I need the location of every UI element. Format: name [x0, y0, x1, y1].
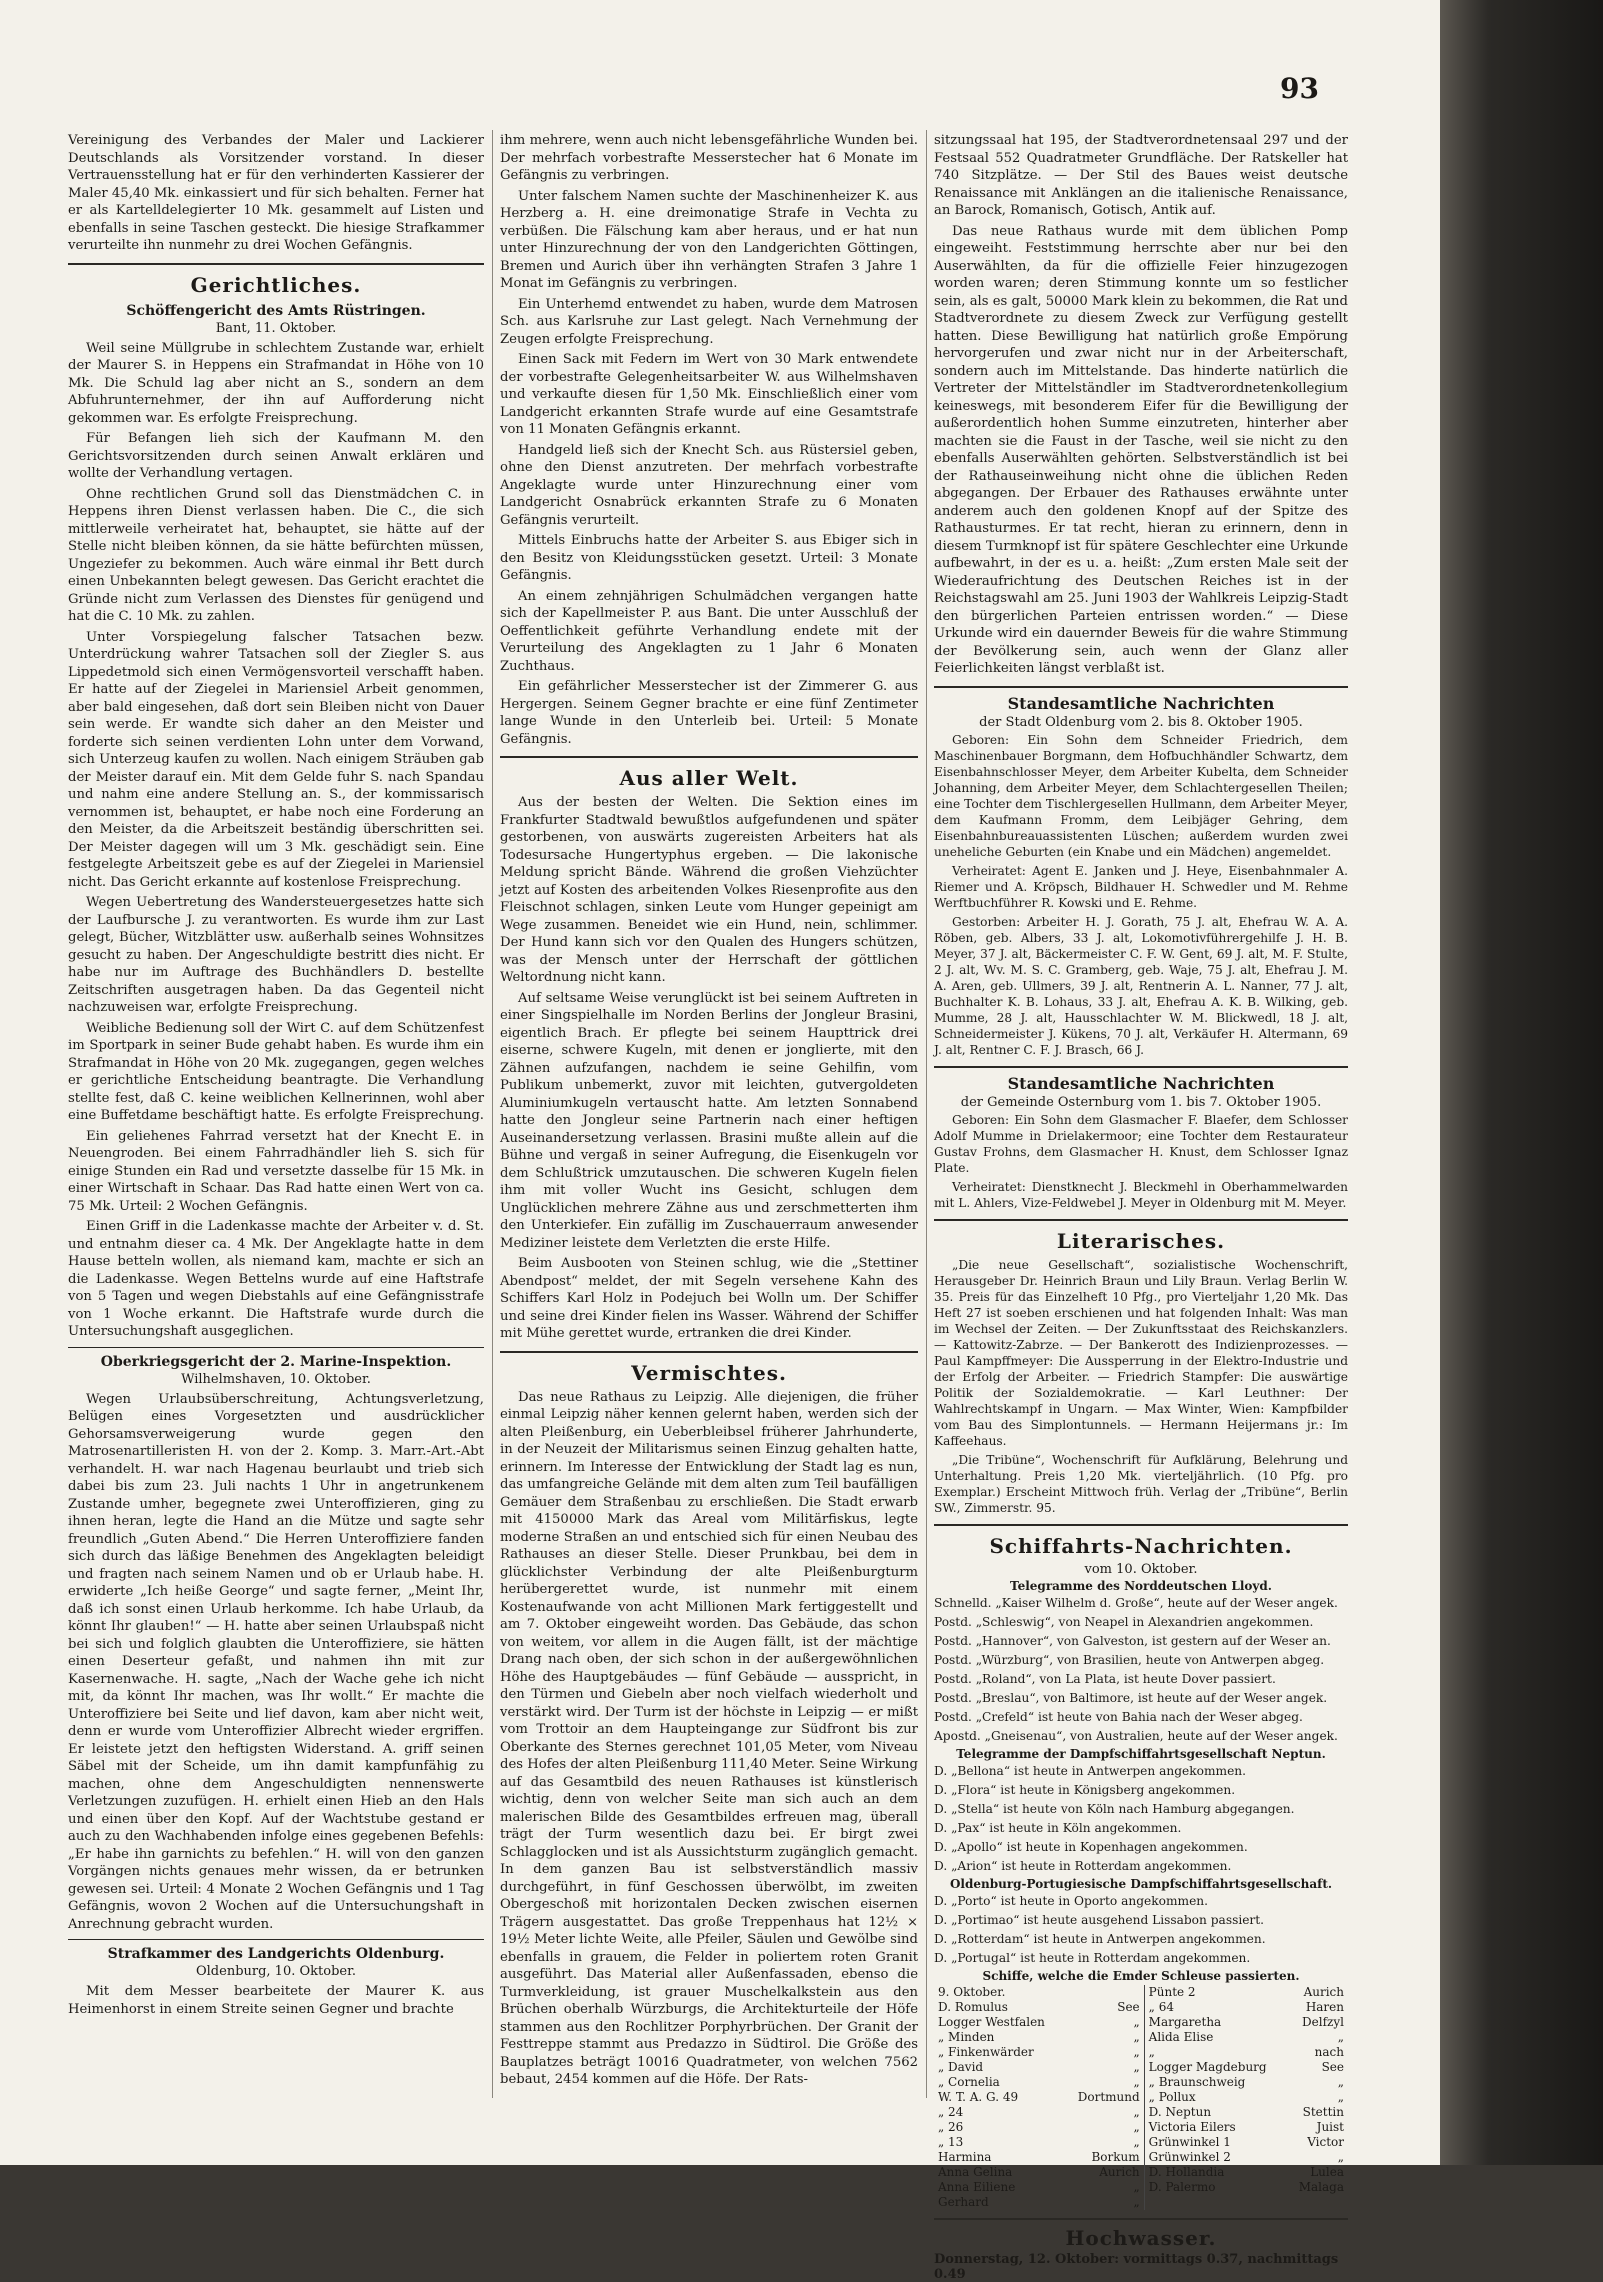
ships-cell: 9. Oktober. [938, 1984, 1006, 1999]
ships-cell: D. Neptun [1144, 2105, 1287, 2120]
column-1 [68, 132, 484, 2100]
ships-cell: Harmina [938, 2149, 992, 2164]
article-paragraph: Wegen Uebertretung des Wandersteuergesetzes hatte sich der Laufbursche J. zu verantworten. Es wurde ihm zur Last gelegt, Bücher, Witzblätter usw. außerhalb seines Wohnsitzes gesucht zu haben. Der Angeschuldigte bestritt dies nicht. Er habe nur im Auftrage des Buchhändlers D. bestellte Zeitschriften ausgetragen haben. Da das Gegenteil nicht nachzuweisen war, erfolgte Freisprechung. [68, 895, 484, 1015]
divider [934, 686, 1348, 688]
section-heading: Schiffahrts-Nachrichten. [989, 1533, 1293, 1558]
ships-cell: D. Hollandia [1144, 2165, 1287, 2180]
ships-cell: Delfzyl [1302, 2014, 1344, 2029]
ships-cell: See [1117, 1999, 1140, 2014]
ship-line: Postd. „Würzburg“, von Brasilien, heute von Antwerpen abgeg. [934, 1652, 1325, 1667]
column-3 [934, 132, 1348, 2282]
dateline: Oldenburg, 10. Oktober. [195, 1964, 357, 1979]
article-paragraph: „Die Tribüne“, Wochenschrift für Aufklärung, Belehrung und Unterhaltung. Preis 1,20 Mk. vierteljährlich. (10 Pfg. pro Exemplar.) Erscheint Mittwoch früh. Verlag der „Tribüne“, Berlin SW., Zimmerstr. 95. [934, 1452, 1348, 1515]
article-paragraph: Weil seine Müllgrube in schlechtem Zustande war, erhielt der Maurer S. in Heppens ein Strafmandat in Höhe von 10 Mk. Die Schuld lag aber nicht an S., sondern an dem Abfuhrunternehmer, der ihn auf Aufforderung nicht gekommen war. Es erfolgte Freisprechung. [68, 340, 484, 426]
article-paragraph: Geboren: Ein Sohn dem Schneider Friedrich, dem Maschinenbauer Borgmann, dem Hofbuchhändler Schwartz, dem Eisenbahnschlosser Meyer, dem Arbeiter Kubelta, dem Schneider Johanning, dem Arbeiter Meyer, dem Schlachtergesellen Theilen; eine Tochter dem Tischlergesellen Hullmann, dem Arbeiter Meyer, dem Kaufmann Fromm, dem Leibjäger Gehring, dem Eisenbahnbureauassistenten Lüschen; außerdem wurden zwei uneheliche Geburten (ein Knabe und ein Mädchen) angemeldet. [934, 732, 1348, 859]
article-paragraph: Das neue Rathaus wurde mit dem üblichen Pomp eingeweiht. Feststimmung herrschte aber nur bei den Auserwählten, da für die offizielle Feier hinzugezogen worden waren; deren Stimmung konnte um so festlicher sein, als es galt, 50000 Mark klein zu bekommen, die Rat und Stadtverordnete zu diesem Zweck zur Verfügung gestellt hatten. Diese Bewilligung hat natürlich große Empörung hervorgerufen und zwar nicht nur in der Arbeiterschaft, sondern auch im Mittelstande. Das hinderte natürlich die Vertreter der Mittelständler im Stadtverordnetenkollegium keineswegs, mit besonderem Eifer für die Bewilligung der außerordentlich hohen Summe einzutreten, hinterher aber machten sie die Faust in der Tasche, weil sie nicht zu den ebenfalls Auserwählten gehörten. Selbstverständlich ist bei der Rathauseinweihung nicht ohne die üblichen Reden abgegangen. Der Erbauer des Rathauses erwähnte unter anderem auch den goldenen Knopf auf der Spitze des Rathausturmes. Er tat recht, hieran zu erinnern, denn in diesem Turmknopf ist für spätere Geschlechter eine Urkunde aufbewahrt, in der es u. a. heißt: „Zum ersten Male seit der Wiederaufrichtung des Deutschen Reiches ist in der Reichstagswahl am 25. Juni 1903 der Wahlkreis Leipzig-Stadt den bürgerlichen Parteien entrissen worden.“ — Diese Urkunde wird ein dauernder Beweis für die wahre Stimmung der Bevölkerung sein, auch wenn der Glanz aller Feierlichkeiten längst verblaßt ist. [934, 223, 1348, 676]
ships-cell: „ 26 [938, 2119, 964, 2134]
ship-line: D. „Flora“ ist heute in Königsberg angekommen. [934, 1782, 1236, 1797]
article-paragraph: Vereinigung des Verbandes der Maler und Lackierer Deutschlands als Vorsitzender vorstand. In dieser Vertrauensstellung hat er für den verhinderten Kassierer der Maler 45,40 Mk. einkassiert und für sich behalten. Ferner hat er als Kartelldelegierter 10 Mk. gesammelt auf Listen und ebenfalls in seine Taschen gesteckt. Die hiesige Strafkammer verurteilte ihn nunmehr zu drei Wochen Gefängnis. [68, 133, 484, 253]
ships-cell: Pünte 2 [1144, 1985, 1287, 2000]
ships-cell: „ [1337, 2074, 1344, 2089]
ships-cell: D. Romulus [938, 1999, 1008, 2014]
ships-row [934, 2180, 1348, 2195]
article-paragraph: Weibliche Bedienung soll der Wirt C. auf dem Schützenfest im Sportpark in seiner Bude gehabt haben. Es wurde ihm ein Strafmandat in Höhe von 20 Mk. zugegangen, gegen welches er gerichtliche Entscheidung beantragte. Die Verhandlung stellte fest, daß C. keine weiblichen Kellnerinnen, wohl aber eine Buffetdame beschäftigt hatte. Es erfolgte Freisprechung. [68, 1020, 484, 1123]
ships-cell: „ Braunschweig [1144, 2075, 1287, 2090]
section-heading: Standesamtliche Nachrichten [1007, 1073, 1275, 1093]
ships-cell: „ [1133, 2014, 1140, 2029]
dateline: Wilhelmshaven, 10. Oktober. [181, 1371, 371, 1387]
article-paragraph: Mittels Einbruchs hatte der Arbeiter S. aus Ebiger sich in den Besitz von Kleidungsstücken gesetzt. Urteil: 3 Monate Gefängnis. [500, 533, 918, 583]
ships-cell: Margaretha [1144, 2015, 1287, 2030]
article-paragraph: Verheiratet: Agent E. Janken und J. Heye, Eisenbahnmaler A. Riemer und A. Kröpsch, Bildhauer H. Schwedler und M. Rehme Werftbuchführer R. Kowski und E. Rehme. [934, 863, 1348, 910]
divider [500, 1351, 918, 1353]
article-paragraph: Für Befangen lieh sich der Kaufmann M. den Gerichtsvorsitzenden durch seinen Anwalt erklären und wollte der Verhandlung vertagen. [68, 431, 484, 481]
section-heading: Hochwasser. [1065, 2225, 1217, 2250]
ships-cell: „ David [938, 2059, 984, 2074]
ships-row [934, 2015, 1348, 2030]
ships-row [934, 2090, 1348, 2105]
ships-row [934, 2060, 1348, 2075]
article-paragraph: Auf seltsame Weise verunglückt ist bei seinem Auftreten in einer Singspielhalle im Norden Berlins der Jongleur Brasini, eigentlich Brach. Er pflegte bei seinem Haupttrick drei eiserne, schwere Kugeln, mit denen er jonglierte, mit den Zähnen aufzufangen, nachdem ie seine Gehilfin, vom Publikum unbemerkt, zuvor mit leichten, gutvergoldeten Aluminiumkugeln vertauscht hatte. Am letzten Sonnabend hatte den Jongleur seine Partnerin nach einer heftigen Auseinandersetzung verlassen. Brasini mußte allein auf die Bühne und vergaß in seiner Aufregung, die Eisenkugeln vor dem Schlußtrick umzutauschen. Die schweren Kugeln fielen ihm mit voller Wucht ins Gesicht, schlugen dem Unglücklichen mehrere Zähne aus und zerschmetterten ihm den Unterkiefer. Ein zufällig im Zuschauerraum anwesender Mediziner leistete dem Verletzten die erste Hilfe. [500, 990, 918, 1251]
court-heading: Strafkammer des Landgerichts Oldenburg. [107, 1946, 445, 1962]
ships-cell: Anna Gelina [938, 2164, 1013, 2179]
ship-line: Postd. „Hannover“, von Galveston, ist gestern auf der Weser an. [934, 1633, 1331, 1648]
ships-cell: Aurich [1303, 1984, 1344, 1999]
ships-cell: „ Finkenwärder [938, 2044, 1034, 2059]
divider [934, 1066, 1348, 1068]
ships-cell [1064, 1985, 1144, 2000]
ship-line: D. „Portugal“ ist heute in Rotterdam angekommen. [934, 1950, 1251, 1965]
ships-cell: Dortmund [1077, 2089, 1140, 2104]
article-paragraph: Verheiratet: Dienstknecht J. Bleckmehl in Oberhammelwarden mit L. Ahlers, Vize-Feldwebel J. Meyer in Oldenburg mit M. Meyer. [934, 1179, 1348, 1210]
ships-row [934, 1985, 1348, 2000]
subheading: vom 10. Oktober. [1084, 1561, 1198, 1577]
ships-cell: nach [1314, 2044, 1344, 2059]
article-paragraph: Einen Sack mit Federn im Wert von 30 Mark entwendete der vorbestrafte Gelegenheitsarbeiter W. aus Wilhelmshaven und verkaufte diesen für 1,50 Mk. Einschließlich einer vom Landgericht erkannten Strafe wurde auf eine Gesamtstrafe von 11 Monaten Gefängnis erkannt. [500, 352, 918, 437]
article-paragraph: sitzungssaal hat 195, der Stadtverordnetensaal 297 und der Festsaal 552 Quadratmeter Grundfläche. Der Ratskeller hat 740 Sitzplätze. — Der Stil des Baues weist deutsche Renaissance mit Anklängen an die italienische Renaissance, an Barock, Romanisch, Gotisch, Antik auf. [934, 133, 1348, 218]
subheading: der Stadt Oldenburg vom 2. bis 8. Oktober 1905. [979, 714, 1303, 730]
ships-cell: Lulea [1310, 2164, 1344, 2179]
ship-line: D. „Porto“ ist heute in Oporto angekommen. [934, 1893, 1209, 1908]
ship-line: D. „Stella“ ist heute von Köln nach Hamburg abgegangen. [934, 1801, 1295, 1816]
subheading: der Gemeinde Osternburg vom 1. bis 7. Oktober 1905. [960, 1094, 1322, 1110]
ships-cell: Haren [1305, 1999, 1344, 2014]
article-paragraph: An einem zehnjährigen Schulmädchen vergangen hatte sich der Kapellmeister P. aus Bant. Die unter Ausschluß der Oeffentlichkeit geführte Verhandlung endete mit der Verurteilung des Angeklagten zu 1 Jahr 6 Monaten Zuchthaus. [500, 588, 918, 674]
ship-line: Schnelld. „Kaiser Wilhelm d. Große“, heute auf der Weser angek. [934, 1595, 1338, 1610]
article-paragraph: Einen Griff in die Ladenkasse machte der Arbeiter v. d. St. und entnahm dieser ca. 4 Mk. Der Angeklagte hatte in dem Hause betteln wollen, als niemand kam, machte er sich an die Ladenkasse. Wegen Bettelns wurde auf eine Haftstrafe von 5 Tagen und wegen Diebstahls auf eine Gefängnisstrafe von 1 Woche erkannt. Die Haftstrafe wurde durch die Untersuchungshaft ausgeglichen. [68, 1219, 484, 1339]
article-paragraph: Mit dem Messer bearbeitete der Maurer K. aus Heimenhorst in einem Streite seinen Gegner und brachte [68, 1984, 484, 2017]
ship-line: Postd. „Crefeld“ ist heute von Bahia nach der Weser abgeg. [934, 1709, 1303, 1724]
divider [68, 1939, 484, 1940]
ships-cell [1144, 2195, 1287, 2210]
ship-line: Postd. „Roland“, von La Plata, ist heute Dover passiert. [934, 1671, 1276, 1686]
ships-cell: Anna Eiliene [938, 2179, 1016, 2194]
ships-cell: „ [1133, 2074, 1140, 2089]
telegram-heading: Telegramme der Dampfschiffahrtsgesellschaft Neptun. [956, 1746, 1326, 1761]
section-heading: Vermischtes. [631, 1360, 787, 1385]
ships-cell: „ [1133, 2194, 1140, 2209]
page-number: 93 [1280, 72, 1319, 105]
ships-cell: „ Minden [938, 2029, 995, 2044]
ships-cell: Grünwinkel 1 [1144, 2135, 1287, 2150]
ships-cell: „ [1133, 2104, 1140, 2119]
ships-cell: „ [1133, 2179, 1140, 2194]
ships-cell: „ 24 [938, 2104, 964, 2119]
divider [68, 1347, 484, 1348]
ships-row [934, 2150, 1348, 2165]
ships-cell: „ [1133, 2134, 1140, 2149]
ships-cell: See [1321, 2059, 1344, 2074]
ships-cell: Logger Magdeburg [1144, 2060, 1287, 2075]
ships-cell: Stettin [1302, 2104, 1344, 2119]
ships-row [934, 2000, 1348, 2015]
article-paragraph: Aus der besten der Welten. Die Sektion eines im Frankfurter Stadtwald bewußtlos aufgefundenen und später gestorbenen, von auswärts zugereisten Arbeiters hat als Todesursache Hungertyphus ergeben. — Die lakonische Meldung spricht Bände. Während die großen Viehzüchter jetzt auf Kosten des arbeitenden Volkes Riesenprofite aus den Fleischnot schlagen, sinken Leute vom Hunger gepeinigt am Wege zusammen. Beneidet wie ein Hund, nein, schlimmer. Der Hund kann sich vor den Qualen des Hungers schützen, was der Mensch unter der Herrschaft der göttlichen Weltordnung nicht kann. [500, 795, 918, 985]
article-paragraph: Handgeld ließ sich der Knecht Sch. aus Rüstersiel geben, ohne den Dienst anzutreten. Der mehrfach vorbestrafte Angeklagte wurde unter Hinzurechnung einer vom Landgericht Osnabrück erkannten Strafe zu 6 Monaten Gefängnis verurteilt. [500, 442, 918, 528]
divider [934, 1219, 1348, 1221]
ships-cell [1288, 2195, 1348, 2210]
ship-line: D. „Arion“ ist heute in Rotterdam angekommen. [934, 1858, 1232, 1873]
ship-line: Apostd. „Gneisenau“, von Australien, heute auf der Weser angek. [934, 1728, 1338, 1743]
ships-cell: Alida Elise [1144, 2030, 1287, 2045]
ships-cell: Gerhard [938, 2194, 989, 2209]
ships-cell: Victoria Eilers [1144, 2120, 1287, 2135]
ships-row [934, 2045, 1348, 2060]
article-paragraph: Ein gefährlicher Messerstecher ist der Zimmerer G. aus Hergergen. Seinem Gegner brachte er eine fünf Zentimeter lange Wunde in den Unterleib bei. Urteil: 5 Monate Gefängnis. [500, 679, 918, 747]
ships-row [934, 2120, 1348, 2135]
ships-cell: „ Pollux [1144, 2090, 1287, 2105]
article-paragraph: Beim Ausbooten von Steinen schlug, wie die „Stettiner Abendpost“ meldet, der mit Segeln versehene Kahn des Schiffers Karl Holz in Podejuch bei Wolln um. Der Schiffer und seine drei Kinder fielen ins Wasser. Während der Schiffer mit Mühe gerettet wurde, ertranken die drei Kinder. [500, 1256, 918, 1341]
ships-cell: D. Palermo [1144, 2180, 1287, 2195]
ship-line: D. „Rotterdam“ ist heute in Antwerpen angekommen. [934, 1931, 1266, 1946]
ships-cell: „ [1133, 2044, 1140, 2059]
section-heading: Literarisches. [1056, 1228, 1226, 1253]
column-rule [926, 130, 927, 2098]
ships-cell: Juist [1316, 2119, 1344, 2134]
dateline: Bant, 11. Oktober. [215, 320, 337, 336]
section-heading: Standesamtliche Nachrichten [1007, 693, 1275, 713]
divider [934, 2218, 1348, 2220]
book-spine [1440, 0, 1603, 2165]
ships-cell: „ [1133, 2029, 1140, 2044]
telegram-heading: Telegramme des Norddeutschen Lloyd. [1010, 1578, 1272, 1593]
ships-cell: W. T. A. G. 49 [938, 2089, 1019, 2104]
divider [934, 1524, 1348, 1526]
ship-line: Postd. „Breslau“, von Baltimore, ist heute auf der Weser angek. [934, 1690, 1328, 1705]
article-paragraph: Ein Unterhemd entwendet zu haben, wurde dem Matrosen Sch. aus Karlsruhe zur Last gelegt. Nach Vernehmung der Zeugen erfolgte Freisprechung. [500, 296, 918, 347]
article-paragraph: Das neue Rathaus zu Leipzig. Alle diejenigen, die früher einmal Leipzig näher kennen gelernt haben, werden sich der alten Pleißenburg, ein Ueberbleibsel früherer Jahrhunderte, in der Neuzeit der Militarismus seinen Einzug gehalten hatte, erinnern. Im Interesse der Entwicklung der Stadt lag es nun, das umfangreiche Gelände mit dem alten zum Teil baufälligen Gemäuer dem Straßenbau zu erschließen. Die Stadt erwarb mit 4150000 Mark das Areal vom Militärfiskus, legte moderne Straßen an und entschied sich für einen Neubau des Rathauses an dieser Stelle. Dieser Prunkbau, bei dem in glücklichster Verbindung der alte Pleißenburgturm herübergerettet wurde, ist nunmehr mit einem Kostenaufwande von acht Millionen Mark fertiggestellt und am 7. Oktober eingeweiht worden. Das Gebäude, das schon von weitem, vor allem in die Augen fällt, ist der mächtige Drang nach oben, der sich schon in der außergewöhnlichen Höhe des Hauptgebäudes — fünf Gebäude — ausspricht, in den Türmen und Giebeln aber noch vielfach wiederholt und verstärkt wird. Der Turm ist der höchste in Leipzig — er mißt vom Trottoir an dem Haupteingange zur Südfront bis zur Oberkante des Sternes gerechnet 101,05 Meter, vom Niveau des Hofes der alten Pleißenburg 111,40 Meter. Seine Wirkung auf das Gesamtbild des neuen Rathauses ist künstlerisch wichtig, denn von welcher Seite man sich auch an dem malerischen Bilde des Gesamtbildes erfreuen mag, überall trägt der Turm wesentlich dazu bei. Er birgt zwei Schlagglocken und ist als Aussichtsturm zugänglich gemacht. In dem ganzen Bau ist selbstverständlich massiv durchgeführt, in fünf Geschossen überwölbt, im zweiten Obergeschoß mit horizontalen Decken zwischen eisernen Trägern ausgestattet. Das große Treppenhaus hat 12½ × 19½ Meter lichte Weite, alle Pfeiler, Säulen und Gewölbe sind ebenfalls in grauem, die Felder in poliertem roten Granit ausgeführt. Das Material aller Außenfassaden, ebenso die Turmverkleidung, ist grauer Muschelkalkstein aus den Brüchen oberhalb Würzburgs, die Architekturteile der Höfe stammen aus den Rochlitzer Porphyrbrüchen. Der Granit der Festtreppe stammt aus Predazzo in Südtirol. Die Größe des Bauplatzes beträgt 10016 Quadratmeter, von welchen 7562 bebaut, 2454 kommen auf die Höfe. Der Rats- [500, 1389, 918, 2087]
ships-row [934, 2165, 1348, 2180]
divider [500, 756, 918, 758]
ships-table [934, 1985, 1348, 2210]
ships-cell: „ [1133, 2119, 1140, 2134]
court-heading: Oberkriegsgericht der 2. Marine-Inspektion. [100, 1353, 452, 1370]
article-paragraph: Ohne rechtlichen Grund soll das Dienstmädchen C. in Heppens ihren Dienst verlassen haben. Die C., die sich mittlerweile verheiratet hat, behauptet, sie hätte auf der Stelle nicht bleiben können, da sie hätte befürchten müssen, Ungeziefer zu bekommen. Auch wäre einmal ihr Bett durch einen Unbekannten belegt gewesen. Das Gericht erachtet die Gründe nicht zum Verlassen des Dienstes für genügend und hat die C. 10 Mk. zu zahlen. [68, 486, 484, 624]
ship-line: D. „Portimao“ ist heute ausgehend Lissabon passiert. [934, 1912, 1265, 1927]
ships-cell: „ [1337, 2029, 1344, 2044]
court-heading: Schöffengericht des Amts Rüstringen. [126, 302, 426, 319]
ships-cell: „ [1337, 2149, 1344, 2164]
divider [68, 263, 484, 265]
ships-row [934, 2105, 1348, 2120]
ships-cell: Malaga [1298, 2179, 1344, 2194]
ships-cell: „ 13 [938, 2134, 964, 2149]
ships-row [934, 2135, 1348, 2150]
article-paragraph: Wegen Urlaubsüberschreitung, Achtungsverletzung, Belügen eines Vorgesetzten und ausdrücklicher Gehorsamsverweigerung wurde gegen den Matrosenartilleristen H. von der 2. Komp. 3. Marr.-Art.-Abt verhandelt. H. war nach Hagenau beurlaubt und trieb sich dabei bis zum 23. Juli nachts 1 Uhr in angetrunkenem Zustande umher, begegnete zwei Unteroffizieren, ging zu ihnen heran, legte die Hand an die Mütze und sagte sehr freundlich „Guten Abend.“ Die Herren Unteroffiziere fanden sich durch das läßige Benehmen des Angeklagten beleidigt und fragten nach seinem Namen und ob er Urlaub habe. H. erwiderte „Ich heiße George“ und sagte ferner, „Meint Ihr, daß ich sonst einen Urlaub herkomme. Ich habe Urlaub, da könnt Ihr glauben!“ — H. hatte aber seinen Urlaubspaß nicht bei sich und folglich glaubten die Unteroffiziere, sie hätten einen Deserteur gefaßt, und nahmen ihn mit zur Kasernenwache. H. sagte, „Nach der Wache gehe ich nicht mit, da könnt Ihr machen, was Ihr wollt.“ Er machte die Unteroffiziere bei Seite und lief davon, kam aber nicht weit, denn er wurde vom Unteroffizier Albrecht wieder ergriffen. Er leistete jetzt den heftigsten Widerstand. A. griff seinen Säbel mit der Scheide, um ihn damit kampfunfähig zu machen, ohne dem Angeschuldigten nennenswerte Verletzungen zuzufügen. H. erhielt einen Hieb an den Hals und einen über den Kopf. Auf der Wachtstube gestand er auch zu den Wachhabenden infolge eines gegebenen Befehls: „Er habe ihn garnichts zu befehlen.“ H. will von den ganzen Vorgängen nichts genaues mehr wissen, da er betrunken gewesen sei. Urteil: 4 Monate 2 Wochen Gefängnis und 1 Tag Gefängnis, wovon 2 Wochen auf die Untersuchungshaft in Anrechnung gebracht wurden. [68, 1391, 484, 1932]
ship-line: Postd. „Schleswig“, von Neapel in Alexandrien angekommen. [934, 1614, 1314, 1629]
article-paragraph: „Die neue Gesellschaft“, sozialistische Wochenschrift, Herausgeber Dr. Heinrich Braun und Lily Braun. Verlag Berlin W. 35. Preis für das Einzelheft 10 Pfg., pro Vierteljahr 1,20 Mk. Das Heft 27 ist soeben erschienen und hat folgenden Inhalt: Was man im Wechsel der Zeiten. — Der Zukunftsstaat des Reichskanzlers. — Kattowitz-Zabrze. — Der Bankerott des Indizienprozesses. — Paul Kampffmeyer: Die Aussperrung in der Elektro-Industrie und der Erfolg der Arbeiter. — Friedrich Stampfer: Die auswärtige Politik der Sozialdemokratie. — Karl Leuthner: Der Wahlrechtskampf in Ungarn. — Max Winter, Wien: Kampfbilder vom Bau des Simplontunnels. — Hermann Heijermans jr.: Im Kaffeehaus. [934, 1257, 1348, 1448]
ships-row [934, 2195, 1348, 2210]
ships-cell: „ [1337, 2089, 1344, 2104]
article-paragraph: Unter falschem Namen suchte der Maschinenheizer K. aus Herzberg a. H. eine dreimonatige Strafe in Vechta zu verbüßen. Die Fälschung kam aber heraus, und er hat nun unter Hinzurechnung der von den Landgerichten Göttingen, Bremen und Aurich über ihn verhängten Strafen 3 Jahre 1 Monat im Gefängnis zu verbringen. [500, 188, 918, 291]
ships-cell: Victor [1307, 2134, 1344, 2149]
ship-line: D. „Apollo“ ist heute in Kopenhagen angekommen. [934, 1839, 1248, 1854]
column-rule [492, 130, 493, 2098]
ships-cell: Logger Westfalen [938, 2014, 1045, 2029]
ships-cell: Aurich [1099, 2164, 1140, 2179]
ships-cell: Grünwinkel 2 [1144, 2150, 1287, 2165]
section-heading: Aus aller Welt. [619, 766, 799, 790]
ships-cell: „ 64 [1144, 2000, 1287, 2015]
ship-line: D. „Pax“ ist heute in Köln angekommen. [934, 1820, 1182, 1835]
telegram-heading: Oldenburg-Portugiesische Dampfschiffahrtsgesellschaft. [949, 1876, 1333, 1891]
article-paragraph: Gestorben: Arbeiter H. J. Gorath, 75 J. alt, Ehefrau W. A. A. Röben, geb. Albers, 33 J. alt, Lokomotivführergehilfe J. H. B. Meyer, 37 J. alt, Bäckermeister C. F. W. Gent, 69 J. alt, M. F. Stulte, 2 J. alt, Wv. M. S. C. Gramberg, geb. Waje, 75 J. alt, Ehefrau J. M. A. Aren, geb. Ullmers, 39 J. alt, Rentnerin A. L. Nanner, 77 J. alt, Buchhalter K. B. Lohaus, 33 J. alt, Ehefrau A. K. B. Wilking, geb. Mumme, 28 J. alt, Hausschlachter W. M. Blickwedl, 18 J. alt, Schneidermeister J. Kükens, 70 J. alt, Verkäufer H. Altermann, 69 J. alt, Rentner C. F. J. Brasch, 66 J. [934, 914, 1348, 1057]
ships-cell: „ Cornelia [938, 2074, 1000, 2089]
column-2 [500, 132, 918, 2100]
ships-cell: Borkum [1091, 2149, 1140, 2164]
ships-cell: „ [1133, 2059, 1140, 2074]
article-paragraph: Ein geliehenes Fahrrad versetzt hat der Knecht E. in Neuengroden. Bei einem Fahrradhändler lieh S. sich für einige Stunden ein Rad und versetzte dasselbe für 15 Mk. in einer Wirtschaft in Schaar. Das Rad hatte einen Wert von ca. 75 Mk. Urteil: 2 Wochen Gefängnis. [68, 1128, 484, 1214]
article-paragraph: ihm mehrere, wenn auch nicht lebensgefährliche Wunden bei. Der mehrfach vorbestrafte Messerstecher hat 6 Monate im Gefängnis zu verbringen. [500, 133, 918, 183]
section-heading: Gerichtliches. [190, 272, 362, 297]
article-paragraph: Geboren: Ein Sohn dem Glasmacher F. Blaefer, dem Schlosser Adolf Mumme in Drielakermoor; eine Tochter dem Restaurateur Gustav Frohns, dem Glasmacher H. Knust, dem Schlosser Ignaz Plate. [934, 1112, 1348, 1175]
telegram-heading: Schiffe, welche die Emder Schleuse passierten. [982, 1968, 1300, 1983]
ships-row [934, 2030, 1348, 2045]
ships-row [934, 2075, 1348, 2090]
article-paragraph: Unter Vorspiegelung falscher Tatsachen bezw. Unterdrückung wahrer Tatsachen soll der Ziegler S. aus Lippedetmold sich einen Vermögensvorteil verschafft haben. Er hatte auf der Ziegelei in Mariensiel Arbeit genommen, aber bald eingesehen, daß dort sein Bleiben nicht von Dauer sein werde. Er wandte sich daher an den Meister und forderte sich seinen verdienten Lohn unter dem Vorwand, sich Unterzeug kaufen zu wollen. Nach einigem Sträuben gab der Meister darauf ein. Mit dem Gelde fuhr S. nach Spandau und nahm eine andere Stellung an. S., der kommissarisch vernommen ist, behauptet, er habe noch eine Forderung an den Meister, da die Arbeitszeit beständig überschritten sei. Der Meister dagegen will um 3 Mk. geschädigt sein. Eine festgelegte Arbeitszeit gebe es auf der Ziegelei in Mariensiel nicht. Das Gericht erkannte auf kostenlose Freisprechung. [68, 629, 484, 890]
high-water-times: Donnerstag, 12. Oktober: vormittags 0.37, nachmittags 0.49 [934, 2251, 1339, 2282]
ships-cell: „ [1144, 2045, 1287, 2060]
ship-line: D. „Bellona“ ist heute in Antwerpen angekommen. [934, 1763, 1247, 1778]
